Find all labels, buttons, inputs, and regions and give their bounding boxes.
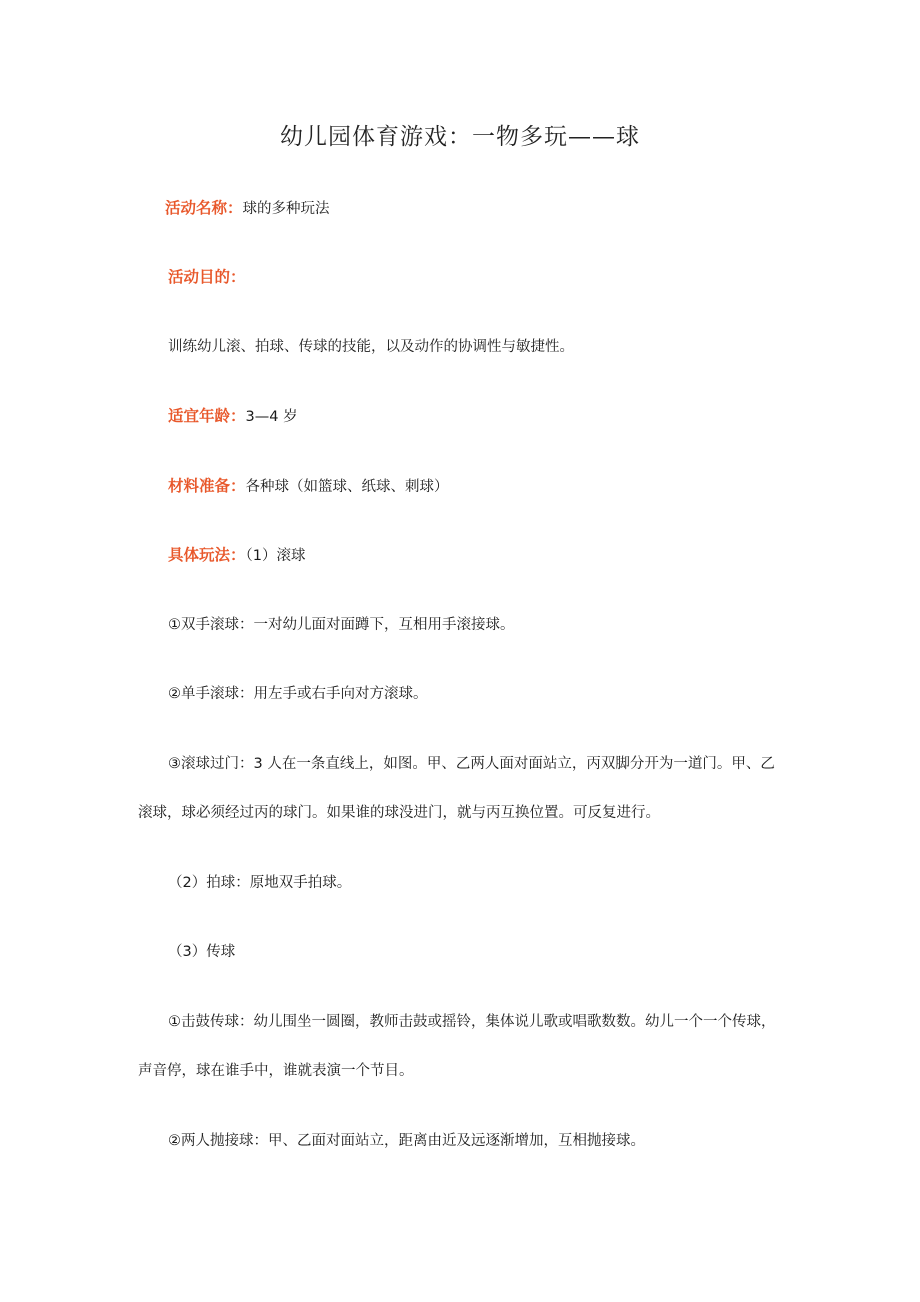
activity-goal-row [168, 267, 246, 288]
activity-name-label: 活动名称： [165, 199, 243, 217]
materials-label: 材料准备： [168, 477, 246, 495]
paragraph: 滚球，球必须经过丙的球门。如果谁的球没进门，就与丙互换位置。可反复进行。 [138, 805, 660, 821]
activity-goal-label: 活动目的： [168, 268, 246, 286]
paragraph: ②两人抛接球：甲、乙面对面站立，距离由近及远逐渐增加，互相抛接球。 [168, 1133, 645, 1149]
materials-value: 各种球（如篮球、纸球、刺球） [245, 479, 449, 495]
suitable-age-label: 适宜年龄： [168, 407, 246, 425]
materials-row [168, 476, 449, 497]
method-label: 具体玩法： [168, 546, 246, 564]
paragraph: 声音停，球在谁手中，谁就表演一个节目。 [138, 1063, 414, 1079]
goal-text: 训练幼儿滚、拍球、传球的技能，以及动作的协调性与敏捷性。 [168, 339, 574, 355]
paragraph: （2）拍球：原地双手拍球。 [168, 875, 352, 891]
paragraph: ②单手滚球：用左手或右手向对方滚球。 [168, 686, 428, 702]
paragraph: （3）传球 [168, 944, 236, 960]
suitable-age-value: 3—4 岁 [245, 409, 298, 425]
document-title: 幼儿园体育游戏：一物多玩——球 [280, 124, 640, 150]
paragraph: ①击鼓传球：幼儿围坐一圆圈，教师击鼓或摇铃，集体说儿歌或唱歌数数。幼儿一个一个传球， [168, 1014, 776, 1030]
suitable-age-row [168, 406, 298, 427]
method-value: （1）滚球 [245, 548, 306, 564]
paragraph: ③滚球过门：3 人在一条直线上，如图。甲、乙两人面对面站立，丙双脚分开为一道门。甲、乙 [168, 756, 775, 772]
method-row [168, 545, 306, 566]
activity-name-value: 球的多种玩法 [242, 201, 330, 217]
activity-name-row [165, 198, 330, 219]
paragraph: ①双手滚球：一对幼儿面对面蹲下，互相用手滚接球。 [168, 617, 515, 633]
